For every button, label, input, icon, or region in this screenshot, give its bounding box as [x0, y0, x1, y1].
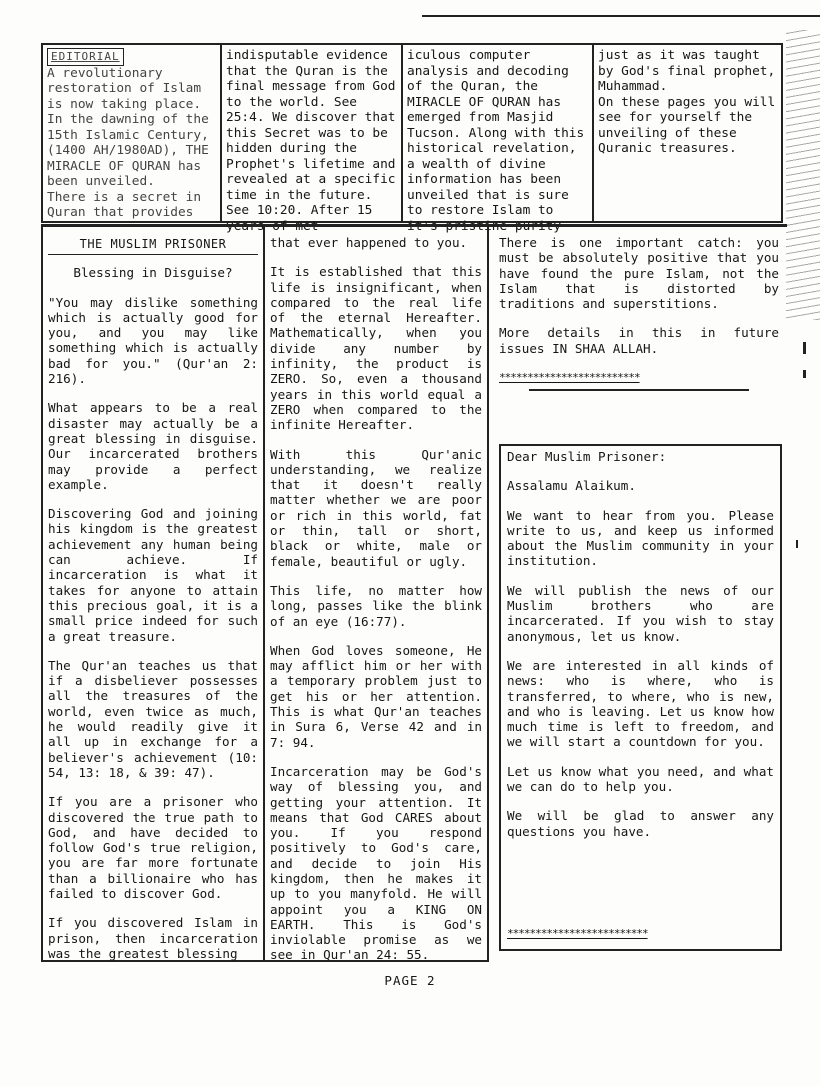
paragraph: This life, no matter how long, passes like the blink of an eye (16:77). [270, 582, 482, 629]
article-column-2 [265, 227, 489, 962]
paragraph: "You may dislike something which is actually good for you, and you may like something which is actually bad for you." (Qur'an 2: 216). [48, 294, 258, 387]
paragraph: There is one important catch: you must be absolutely positive that you have found the pure Islam, not the Islam that is distorted by traditions and superstitions. [499, 235, 779, 312]
paragraph: When God loves someone, He may afflict him or her with a temporary problem just to get his or her attention. This is what Qur'an teaches in Sura 6, Verse 42 and in 7: 94. [270, 642, 482, 750]
editorial-column-4: just as it was taught by God's final prophet, Muhammad. On these pages you will see for yourself the unveiling of these Quranic treasures. [598, 48, 776, 156]
scan-margin-noise [786, 30, 820, 320]
editorial-section [41, 43, 783, 223]
edge-mark [796, 540, 798, 548]
edge-mark [803, 342, 806, 354]
paragraph: Incarceration may be God's way of blessing you, and getting your attention. It means that God CARES about you. If you respond positively to God's care, and decide to join His kingdom, then he makes it up to you manyfold. He will appoint you a KING ON EARTH. This is God's inviolable promise as we see in Qur'an 24: 55. [270, 763, 482, 963]
article-title: THE MUSLIM PRISONER [48, 237, 258, 255]
editorial-column-3: iculous computer analysis and decoding of the Quran, the MIRACLE OF QURAN has emerged from Masjid Tucson. Along with this historical revelation, a wealth of divine information has been unveiled that is sure to restore Islam to [403, 45, 594, 221]
letter-greeting: Assalamu Alaikum. [507, 478, 636, 494]
article-subtitle: Blessing in Disguise? [73, 265, 233, 281]
article-column-3 [489, 227, 787, 962]
paragraph: Discovering God and joining his kingdom is the greatest achievement any human being can achieve. If incarceration is what it takes for anyone to attain this precious goal, it is a small price indeed for such a great treasure. [48, 506, 258, 644]
editorial-column-1 [43, 45, 222, 221]
article-section [41, 227, 787, 962]
paragraph: We want to hear from you. Please write to us, and keep us informed about the Muslim community in your institution. [507, 507, 774, 569]
letter-salutation: Dear Muslim Prisoner: [507, 449, 667, 464]
paragraph: We will be glad to answer any questions you have. [507, 808, 774, 839]
paragraph: With this Qur'anic understanding, we realize that it doesn't really matter whether we are poor or rich in this world, fat or thin, tall or short, black or white, male or female, beautiful or ugly. [270, 446, 482, 569]
paragraph: If you discovered Islam in prison, then incarceration was the greatest blessing [48, 915, 258, 961]
paragraph: If you are a prisoner who discovered the true path to God, and have decided to follow God's true religion, you are far more fortunate than a billionaire who has failed to discover God. [48, 794, 258, 901]
paragraph: More details in this in future issues IN SHAA ALLAH. [499, 325, 779, 356]
editorial-text: A revolutionary restoration of Islam is now taking place. In the dawning of the 15th Islamic Century, (1400 AH/1980AD), THE MIRACLE OF QURAN has been unveiled. There is a secret in Quran that provides [47, 65, 209, 220]
article-column-1 [41, 227, 265, 962]
paragraph: Let us know what you need, and what we can do to help you. [507, 763, 774, 795]
top-rule [422, 15, 820, 17]
paragraph: It is established that this life is insignificant, when compared to the real life of the eternal Hereafter. Mathematically, when you divide any number by infinity, the product is ZERO. So, even a thousand years in this world equal a ZERO when compared to the infinite Hereafter. [270, 264, 482, 433]
editorial-tag: EDITORIAL [47, 48, 124, 66]
editorial-column-2: indisputable evidence that the Quran is the final message from God to the world. See 25:4. We discover that this Secret was to be hidden during the Prophet's lifetime and revealed at a specific time in the future. See 10:20. After 15 [222, 45, 403, 221]
paragraph: that ever happened to you. [270, 235, 468, 250]
star-divider: ************************* [499, 371, 640, 385]
paragraph: We are interested in all kinds of news: who is where, who is transferred, to where, who is new, and who is leaving. Let us know how much time is left to freedom, and we will start a countdown for you. [507, 657, 774, 750]
paragraph: What appears to be a real disaster may actually be a great blessing in disguise. Our incarcerated brothers may provide a perfect example. [48, 400, 258, 492]
paragraph: We will publish the news of our Muslim brothers who are incarcerated. If you wish to stay anonymous, let us know. [507, 582, 774, 644]
edge-mark [803, 370, 806, 378]
page-number: PAGE 2 [384, 973, 436, 988]
separator-line [529, 389, 749, 391]
paragraph: The Qur'an teaches us that if a disbeliever possesses all the treasures of the world, even twice as much, he would readily give it all up in exchange for a believer's achievement (10: 54, 13: 18, & 39: 47). [48, 657, 258, 780]
letter-box [499, 444, 782, 951]
star-divider: ************************* [507, 926, 648, 940]
